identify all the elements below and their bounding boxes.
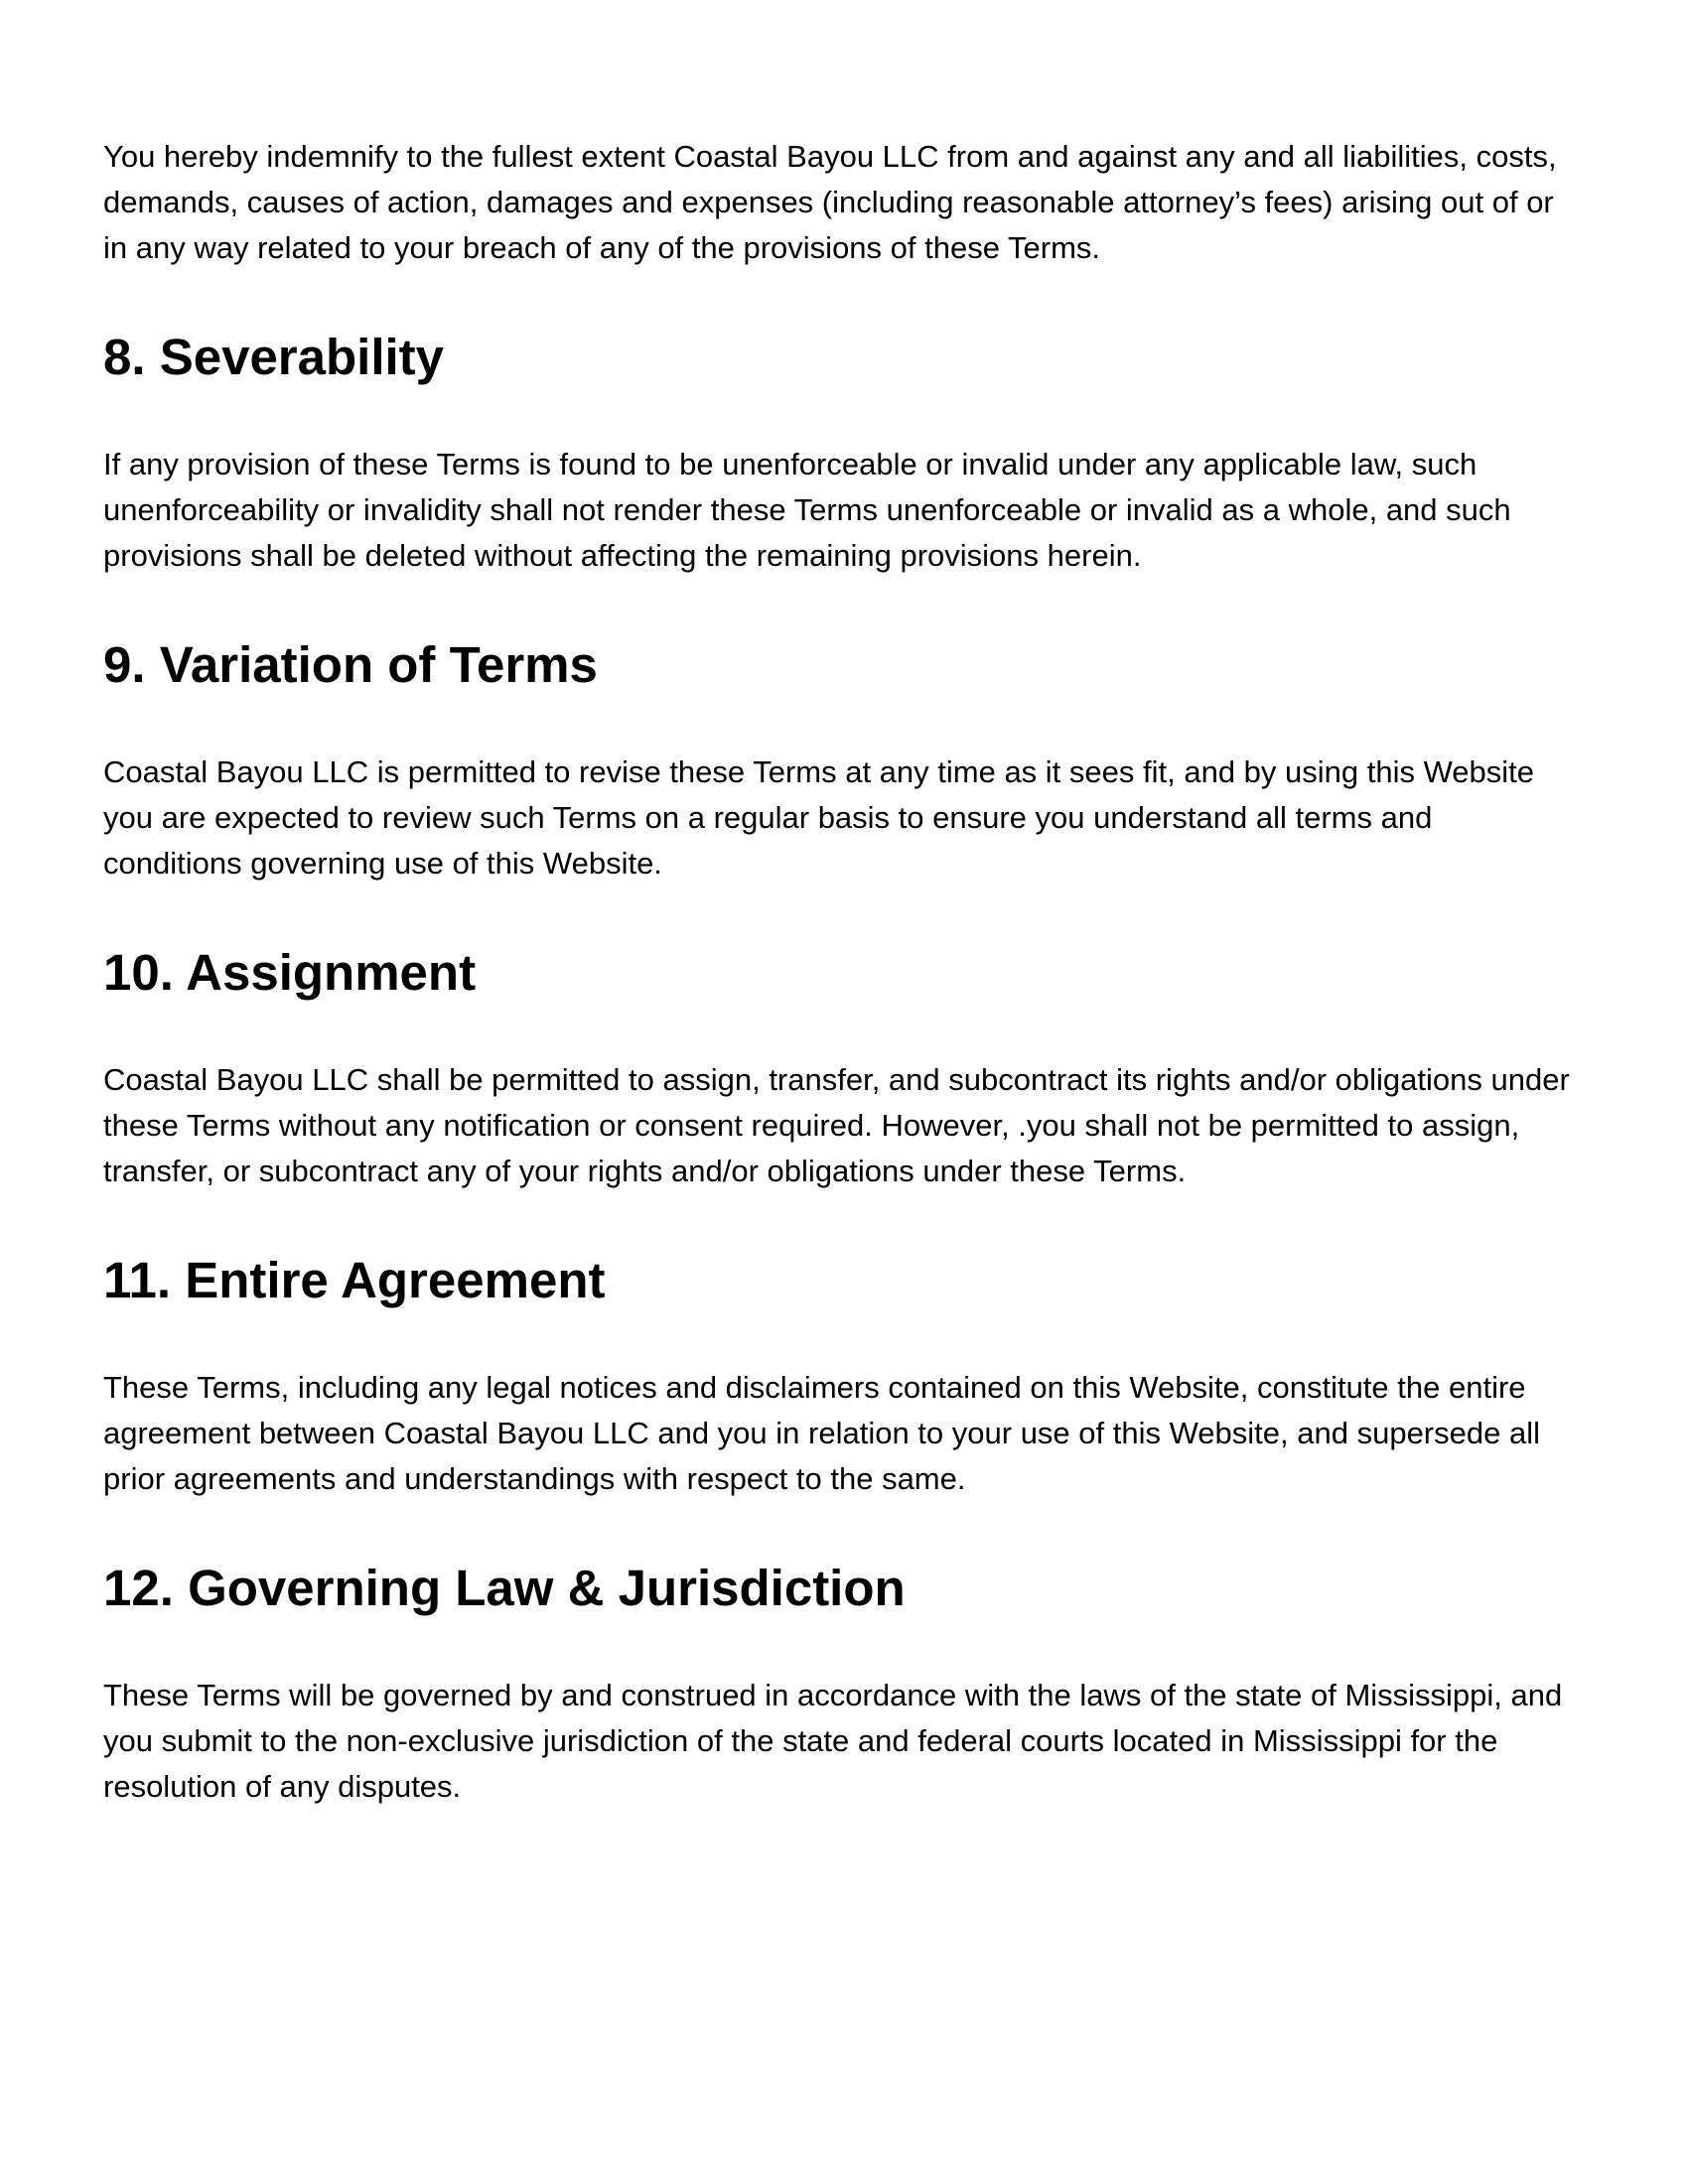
indemnity-paragraph: You hereby indemnify to the fullest extent Coastal Bayou LLC from and against any and all liabilities, costs, demands, causes of action, damages and expenses (including reasonable attorney’s fees) arising out of or in any way related to your breach of any of the provisions of these Terms. bbox=[103, 139, 1557, 265]
document-page bbox=[103, 134, 1593, 1810]
section-heading-severability: 8. Severability bbox=[103, 329, 445, 385]
section-body-severability: If any provision of these Terms is found to be unenforceable or invalid under any applicable law, such unenforceability or invalidity shall not render these Terms unenforceable or invalid as a whole, and such provisions shall be deleted without affecting the remaining provisions herein. bbox=[103, 447, 1511, 573]
section-heading-variation-of-terms: 9. Variation of Terms bbox=[103, 636, 598, 693]
section-body-governing-law: These Terms will be governed by and construed in accordance with the laws of the state of Mississippi, and you submit to the non-exclusive jurisdiction of the state and federal courts located in Mississippi for the resolution of any disputes. bbox=[103, 1678, 1563, 1804]
section-heading-entire-agreement: 11. Entire Agreement bbox=[103, 1252, 606, 1308]
section-heading-assignment: 10. Assignment bbox=[103, 944, 477, 1001]
section-heading-governing-law: 12. Governing Law & Jurisdiction bbox=[103, 1560, 906, 1616]
section-body-assignment: Coastal Bayou LLC shall be permitted to assign, transfer, and subcontract its rights and/or obligations under these Terms without any notification or consent required. However, .you shall not be permitted to assign, transfer, or subcontract any of your rights and/or obligations under these Terms. bbox=[103, 1062, 1570, 1188]
section-body-entire-agreement: These Terms, including any legal notices and disclaimers contained on this Website, constitute the entire agreement between Coastal Bayou LLC and you in relation to your use of this Website, and supersede all prior agreements and understandings with respect to the same. bbox=[103, 1370, 1540, 1496]
section-body-variation-of-terms: Coastal Bayou LLC is permitted to revise these Terms at any time as it sees fit, and by using this Website you are expected to review such Terms on a regular basis to ensure you understand all terms and conditions governing use of this Website. bbox=[103, 754, 1535, 881]
